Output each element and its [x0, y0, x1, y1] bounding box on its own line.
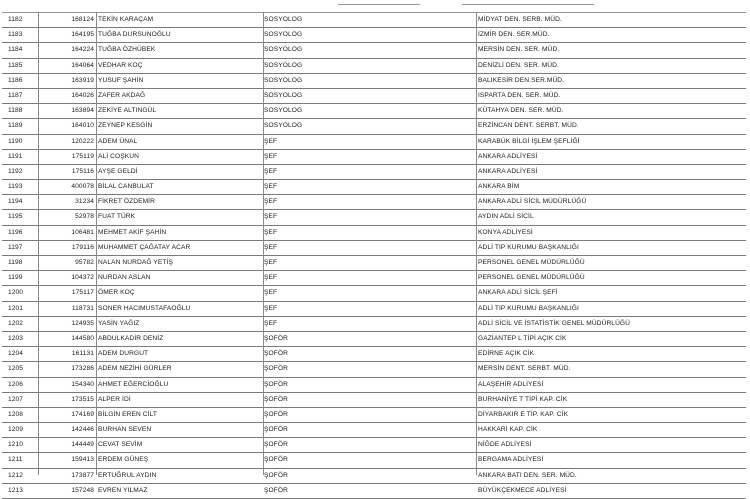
- full-name: ADEM NEZİHİ GÜRLER: [98, 365, 172, 373]
- position-title: SOSYOLOG: [264, 46, 303, 54]
- full-name: ÖMER KOÇ: [98, 289, 135, 297]
- position-title: ŞOFÖR: [264, 486, 288, 494]
- table-row: [2, 378, 746, 393]
- unit-name: DİYARBAKIR E TİP. KAP. CİK: [478, 410, 569, 418]
- row-number: 1183: [8, 31, 23, 39]
- registry-number: 163919: [71, 76, 94, 84]
- full-name: FİKRET ÖZDEMİR: [98, 198, 155, 206]
- registry-number: 164064: [71, 61, 94, 69]
- position-title: SOSYOLOG: [264, 61, 303, 69]
- row-number: 1195: [8, 213, 23, 221]
- registry-number: 164010: [71, 122, 94, 130]
- unit-name: AYDIN ADLİ SİCİL: [478, 213, 534, 221]
- unit-name: PERSONEL GENEL MÜDÜRLÜĞÜ: [478, 274, 585, 282]
- table-row: [2, 43, 746, 58]
- full-name: NALAN NURDAĞ YETİŞ: [98, 259, 173, 266]
- table-row: [2, 226, 746, 241]
- row-number: 1200: [8, 289, 24, 297]
- row-number: 1207: [8, 395, 24, 403]
- registry-number: 154340: [71, 380, 94, 388]
- table-row: [2, 241, 746, 256]
- full-name: YUSUF ŞAHİN: [98, 76, 144, 84]
- position-title: ŞEF: [264, 152, 278, 160]
- full-name: ABDULKADİR DENİZ: [98, 334, 164, 342]
- row-number: 1199: [8, 274, 23, 282]
- column-divider: [263, 12, 264, 475]
- table-row: [2, 302, 746, 317]
- full-name: BİLAL CANBULAT: [98, 183, 154, 191]
- registry-number: 52978: [75, 213, 94, 221]
- row-number: 1192: [8, 167, 23, 175]
- unit-name: ANKARA ADLİ SİCİL MÜDÜRLÜĞÜ: [478, 198, 587, 206]
- table-row: [2, 469, 746, 484]
- unit-name: BURHANİYE T TİPİ KAP. CİK: [478, 395, 568, 403]
- position-title: ŞOFÖR: [264, 441, 288, 449]
- table-row: [2, 89, 746, 104]
- position-title: ŞEF: [264, 213, 278, 221]
- full-name: TEKİN KARAÇAM: [98, 16, 154, 23]
- position-title: ŞEF: [264, 289, 278, 297]
- unit-name: ADLİ SİCİL VE İSTATİSTİK GENEL MÜDÜRLÜĞÜ: [478, 319, 631, 327]
- row-number: 1203: [8, 334, 24, 342]
- unit-name: PERSONEL GENEL MÜDÜRLÜĞÜ: [478, 259, 585, 266]
- row-number: 1196: [8, 228, 23, 236]
- registry-number: 118731: [71, 304, 94, 312]
- position-title: ŞOFÖR: [264, 456, 288, 464]
- full-name: AYŞE GELDİ: [98, 167, 138, 175]
- registry-number: 159413: [71, 456, 94, 464]
- full-name: SONER HACIMUSTAFAOĞLU: [98, 304, 191, 312]
- table-row: [2, 271, 746, 286]
- full-name: AHMET EĞERCİOĞLU: [98, 380, 169, 388]
- unit-name: ADLİ TIP KURUMU BAŞKANLIĞI: [478, 304, 579, 312]
- table-row: [2, 423, 746, 438]
- row-number: 1210: [8, 441, 24, 449]
- full-name: BURHAN SEVEN: [98, 426, 152, 434]
- personnel-table: [2, 12, 746, 499]
- unit-name: MERSİN DEN. SER. MÜD.: [478, 46, 560, 54]
- table-row: [2, 59, 746, 74]
- unit-name: BÜYÜKÇEKMECE ADLİYESİ: [478, 486, 567, 494]
- table-row: [2, 393, 746, 408]
- position-title: SOSYOLOG: [264, 107, 303, 115]
- position-title: ŞEF: [264, 274, 278, 282]
- full-name: MUHAMMET ÇAĞATAY ACAR: [98, 243, 191, 251]
- table-row: [2, 362, 746, 377]
- table-row: [2, 74, 746, 89]
- full-name: ADEM ÜNAL: [98, 137, 138, 145]
- unit-name: ADLİ TIP KURUMU BAŞKANLIĞI: [478, 243, 579, 251]
- full-name: ALPER İDİ: [98, 395, 131, 403]
- full-name: ERTUĞRUL AYDIN: [98, 471, 157, 479]
- table-row: [2, 210, 746, 225]
- row-number: 1198: [8, 259, 23, 266]
- position-title: SOSYOLOG: [264, 76, 303, 84]
- row-number: 1211: [8, 456, 23, 464]
- registry-number: 173877: [71, 471, 94, 479]
- registry-number: 31234: [75, 198, 94, 206]
- unit-name: NİĞDE ADLİYESİ: [478, 441, 532, 449]
- registry-number: 164195: [71, 31, 94, 39]
- registry-number: 157248: [71, 486, 94, 494]
- position-title: ŞOFÖR: [264, 365, 288, 373]
- registry-number: 163894: [71, 107, 94, 115]
- full-name: TUĞBA ÖZHÜBEK: [98, 46, 156, 54]
- registry-number: 175117: [71, 289, 94, 297]
- row-number: 1201: [8, 304, 24, 312]
- unit-name: ANKARA ADLİ SİCİL ŞEFİ: [478, 289, 558, 297]
- row-number: 1197: [8, 243, 23, 251]
- unit-name: BERGAMA ADLİYESİ: [478, 456, 544, 464]
- table-row: [2, 347, 746, 362]
- position-title: ŞEF: [264, 198, 278, 206]
- unit-name: ANKARA BİM: [478, 183, 520, 191]
- position-title: ŞOFÖR: [264, 395, 288, 403]
- full-name: ZAFER AKDAĞ: [98, 91, 146, 99]
- column-divider: [96, 12, 97, 475]
- position-title: ŞEF: [264, 137, 278, 145]
- table-row: [2, 165, 746, 180]
- position-title: ŞEF: [264, 167, 278, 175]
- table-row: [2, 332, 746, 347]
- full-name: BİLGİN EREN CİLT: [98, 410, 158, 418]
- row-number: 1206: [8, 380, 24, 388]
- table-row: [2, 195, 746, 210]
- full-name: ERDEM GÜNEŞ: [98, 456, 149, 464]
- registry-number: 144449: [71, 441, 94, 449]
- unit-name: ANKARA ADLİYESİ: [478, 167, 538, 175]
- registry-number: 173286: [71, 365, 94, 373]
- position-title: ŞEF: [264, 304, 278, 312]
- unit-name: ALAŞEHİR ADLİYESİ: [478, 380, 544, 388]
- registry-number: 400078: [71, 183, 94, 191]
- row-number: 1208: [8, 410, 24, 418]
- top-rule-fragment-2: [462, 4, 594, 5]
- row-number: 1204: [8, 350, 24, 358]
- unit-name: ANKARA BATI DEN. SER. MÜD.: [478, 471, 577, 479]
- position-title: ŞOFÖR: [264, 471, 288, 479]
- table-row: [2, 317, 746, 332]
- unit-name: DENİZLİ DEN. SER. MÜD.: [478, 61, 559, 69]
- table-row: [2, 135, 746, 150]
- row-number: 1212: [8, 471, 24, 479]
- table-row: [2, 438, 746, 453]
- position-title: ŞEF: [264, 259, 278, 266]
- position-title: ŞOFÖR: [264, 410, 288, 418]
- position-title: ŞOFÖR: [264, 426, 288, 434]
- position-title: ŞEF: [264, 183, 278, 191]
- position-title: ŞEF: [264, 319, 278, 327]
- unit-name: ISPARTA DEN. SER. MÜD.: [478, 91, 561, 99]
- position-title: ŞEF: [264, 228, 278, 236]
- registry-number: 124935: [71, 319, 94, 327]
- row-number: 1191: [8, 152, 23, 160]
- position-title: SOSYOLOG: [264, 122, 303, 130]
- registry-number: 174169: [71, 410, 94, 418]
- registry-number: 168124: [71, 16, 94, 23]
- full-name: ZEYNEP KESGİN: [98, 122, 153, 130]
- unit-name: İZMİR DEN. SER.MÜD.: [478, 31, 550, 39]
- unit-name: KONYA ADLİYESİ: [478, 228, 533, 236]
- full-name: MEHMET AKİF ŞAHİN: [98, 228, 167, 236]
- full-name: FUAT TÜRK: [98, 213, 136, 221]
- table-row: [2, 453, 746, 468]
- row-number: 1186: [8, 76, 23, 84]
- table-row: [2, 256, 746, 271]
- table-row: [2, 104, 746, 119]
- row-number: 1188: [8, 107, 23, 115]
- unit-name: ERZİNCAN DENT. SERBT. MÜD.: [478, 122, 579, 130]
- row-number: 1205: [8, 365, 24, 373]
- top-rule-fragment-1: [338, 4, 420, 5]
- registry-number: 142446: [71, 426, 94, 434]
- row-number: 1193: [8, 183, 23, 191]
- table-row: [2, 150, 746, 165]
- table-row: [2, 119, 746, 134]
- position-title: SOSYOLOG: [264, 31, 303, 39]
- row-number: 1185: [8, 61, 23, 69]
- column-divider: [476, 12, 477, 475]
- registry-number: 95782: [75, 259, 94, 266]
- registry-number: 164026: [71, 91, 94, 99]
- row-number: 1209: [8, 426, 24, 434]
- full-name: CEVAT SEVİM: [98, 441, 143, 449]
- registry-number: 161131: [71, 350, 94, 358]
- row-number: 1213: [8, 486, 24, 494]
- full-name: ZEKİYE ALTINGÜL: [98, 107, 157, 115]
- row-number: 1187: [8, 91, 23, 99]
- registry-number: 175119: [71, 152, 94, 160]
- row-number: 1194: [8, 198, 23, 206]
- unit-name: MERSİN DENT. SERBT. MÜD.: [478, 365, 571, 373]
- position-title: SOSYOLOG: [264, 91, 303, 99]
- row-number: 1182: [8, 16, 23, 23]
- column-divider: [38, 12, 39, 475]
- table-row: [2, 12, 746, 28]
- full-name: TUĞBA DURSUNOĞLU: [98, 31, 171, 39]
- registry-number: 179116: [71, 243, 94, 251]
- unit-name: ANKARA ADLİYESİ: [478, 152, 538, 160]
- unit-name: EDİRNE AÇIK CİK: [478, 350, 535, 358]
- unit-name: KARABÜK BİLGİ İŞLEM ŞEFLİĞİ: [478, 137, 580, 145]
- full-name: NURDAN ASLAN: [98, 274, 151, 282]
- full-name: ADEM DURGUT: [98, 350, 149, 358]
- row-number: 1189: [8, 122, 23, 130]
- full-name: VEDHAR KOÇ: [98, 61, 143, 69]
- position-title: ŞOFÖR: [264, 380, 288, 388]
- row-number: 1184: [8, 46, 23, 54]
- registry-number: 106481: [71, 228, 94, 236]
- registry-number: 144580: [71, 334, 94, 342]
- row-number: 1202: [8, 319, 24, 327]
- table-row: [2, 484, 746, 499]
- full-name: YASİN YAĞIZ: [98, 319, 140, 327]
- unit-name: BALIKESİR DEN.SER.MÜD.: [478, 76, 565, 84]
- table-row: [2, 180, 746, 195]
- position-title: ŞOFÖR: [264, 334, 288, 342]
- position-title: ŞOFÖR: [264, 350, 288, 358]
- row-number: 1190: [8, 137, 23, 145]
- position-title: ŞEF: [264, 243, 278, 251]
- registry-number: 164224: [71, 46, 94, 54]
- unit-name: HAKKARİ KAP. CİK: [478, 426, 538, 434]
- table-row: [2, 286, 746, 301]
- full-name: ALİ COŞKUN: [98, 152, 139, 160]
- registry-number: 120222: [71, 137, 94, 145]
- registry-number: 104372: [71, 274, 94, 282]
- full-name: EVREN YILMAZ: [98, 486, 148, 494]
- position-title: SOSYOLOG: [264, 16, 303, 23]
- unit-name: GAZİANTEP L TİPİ AÇIK CİK: [478, 334, 567, 342]
- table-row: [2, 408, 746, 423]
- unit-name: KÜTAHYA DEN. SER. MÜD.: [478, 107, 564, 115]
- table-row: [2, 28, 746, 43]
- unit-name: MİDYAT DEN. SERB. MÜD.: [478, 16, 562, 23]
- registry-number: 175116: [71, 167, 94, 175]
- registry-number: 173515: [71, 395, 94, 403]
